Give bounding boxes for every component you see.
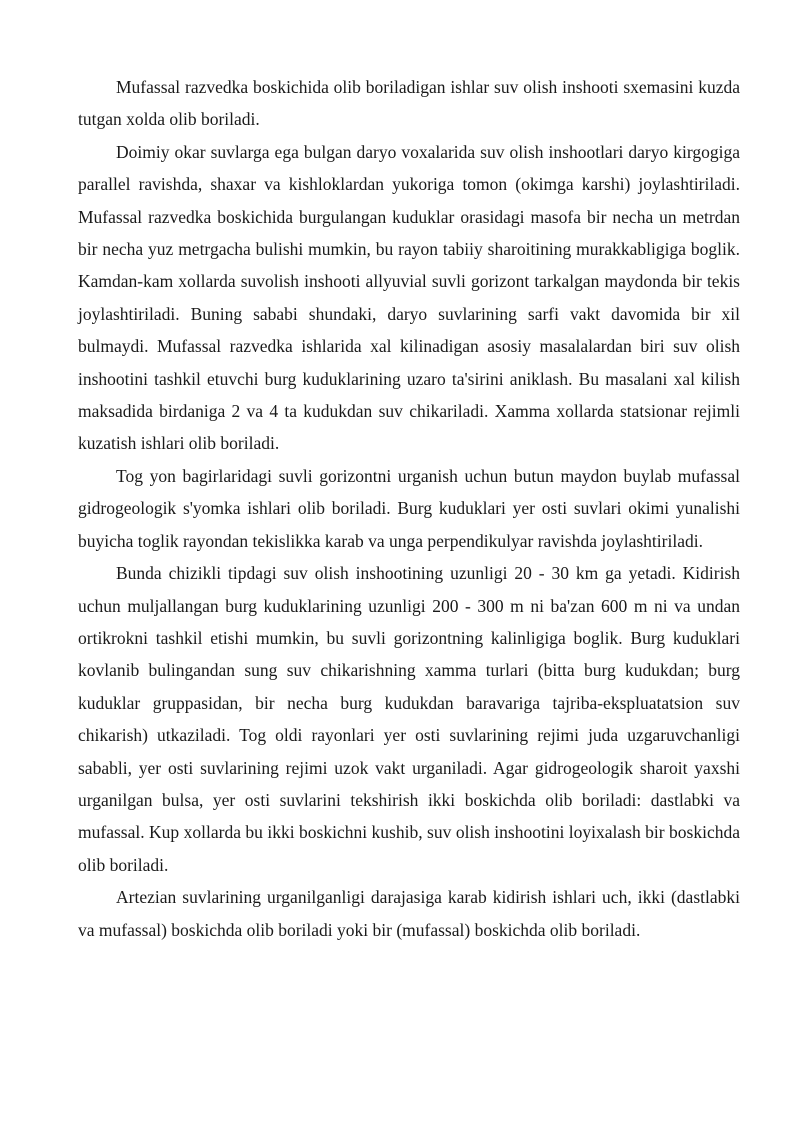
paragraph-5: Artezian suvlarining urganilganligi darajasiga karab kidirish ishlari uch, ikki (dastlabki va mufassal) boskichda olib boriladi yoki bir (mufassal) boskichda olib boriladi. [78,887,740,940]
paragraph-1: Mufassal razvedka boskichida olib boriladigan ishlar suv olish inshooti sxemasini kuzda tutgan xolda olib boriladi. [78,77,740,130]
paragraph-2: Doimiy okar suvlarga ega bulgan daryo voxalarida suv olish inshootlari daryo kirgogiga parallel ravishda, shaxar va kishloklardan yukoriga tomon (okimga karshi) joylashtiriladi. Mufassal razvedka boskichida burgulangan kuduklar orasidagi masofa bir necha un metrdan bir necha yuz metrgacha bulishi mumkin, bu rayon tabiiy sharoitining murakkabligiga boglik. Kamdan-kam xollarda suvolish inshooti allyuvial suvli gorizont tarkalgan maydonda bir tekis joylashtiriladi. Buning sababi shundaki, daryo suvlarining sarfi vakt davomida bir xil bulmaydi. Mufassal razvedka ishlarida xal kilinadigan asosiy masalalardan biri suv olish inshootini tashkil etuvchi burg kuduklarining uzaro ta'sirini aniklash. Bu masalani xal kilish maksadida birdaniga 2 va 4 ta kudukdan suv chikariladi. Xamma xollarda statsionar rejimli kuzatish ishlari olib boriladi. [78,141,740,454]
paragraph-4: Bunda chizikli tipdagi suv olish inshootining uzunligi 20 - 30 km ga yetadi. Kidirish uchun muljallangan burg kuduklarining uzunligi 200 - 300 m ni ba'zan 600 m ni va undan ortikrokni tashkil etishi mumkin, bu suvli gorizontning kalinligiga boglik. Burg kuduklari kovlanib bulingandan sung suv chikarishning xamma turlari (bitta burg kudukdan; burg kuduklar gruppasidan, bir necha burg kudukdan baravariga tajriba-ekspluatatsion suv chikarish) utkaziladi. Tog oldi rayonlari yer osti suvlarining rejimi juda uzgaruvchanligi sababli, yer osti suvlarining rejimi uzok vakt urganiladi. Agar gidrogeologik sharoit yaxshi urganilgan bulsa, yer osti suvlarini tekshirish ikki boskichda olib boriladi: dastlabki va mufassal. Kup xollarda bu ikki boskichni kushib, suv olish inshootini loyixalash bir boskichda olib boriladi. [78,563,740,875]
paragraph-3: Tog yon bagirlaridagi suvli gorizontni urganish uchun butun maydon buylab mufassal gidrogeologik s'yomka ishlari olib boriladi. Burg kuduklari yer osti suvlari okimi yunalishi buyicha toglik rayondan tekislikka karab va unga perpendikulyar ravishda joylashtiriladi. [78,465,740,551]
